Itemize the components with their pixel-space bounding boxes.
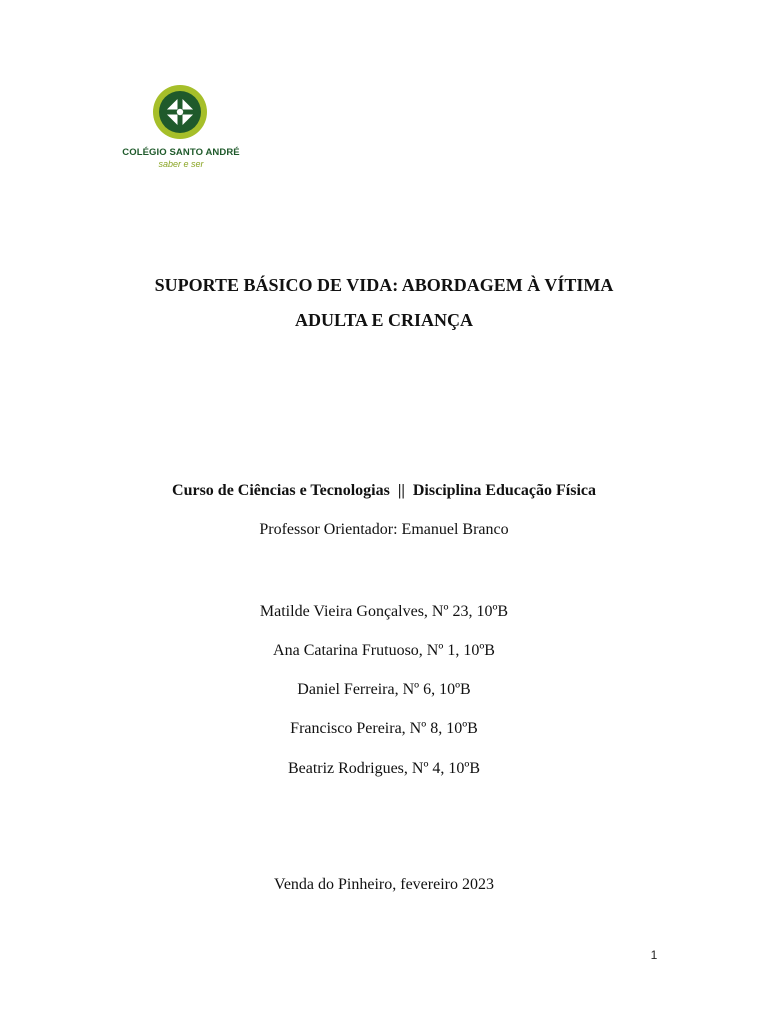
course-info (0, 481, 768, 501)
document-title-line-1: SUPORTE BÁSICO DE VIDA: ABORDAGEM À VÍTIMA (154, 275, 614, 295)
course-name: Curso de Ciências e Tecnologias (172, 482, 390, 499)
school-logo (108, 84, 258, 174)
student-name: Beatriz Rodrigues, Nº 4, 10ºB (287, 760, 481, 777)
school-motto: saber e ser (158, 159, 204, 169)
school-name: COLÉGIO SANTO ANDRÉ (122, 147, 240, 158)
place-and-date: Venda do Pinheiro, fevereiro 2023 (274, 876, 494, 893)
school-emblem-icon (152, 84, 208, 140)
discipline-name: Disciplina Educação Física (412, 482, 596, 499)
student-name: Daniel Ferreira, Nº 6, 10ºB (297, 681, 471, 698)
document-title-line-2: ADULTA E CRIANÇA (294, 310, 474, 330)
student-name: Matilde Vieira Gonçalves, Nº 23, 10ºB (259, 603, 509, 620)
page-number: 1 (650, 948, 658, 962)
student-name: Francisco Pereira, Nº 8, 10ºB (290, 720, 478, 737)
course-separator: || (397, 482, 405, 499)
teacher-line: Professor Orientador: Emanuel Branco (259, 521, 509, 538)
student-name: Ana Catarina Frutuoso, Nº 1, 10ºB (273, 642, 495, 659)
